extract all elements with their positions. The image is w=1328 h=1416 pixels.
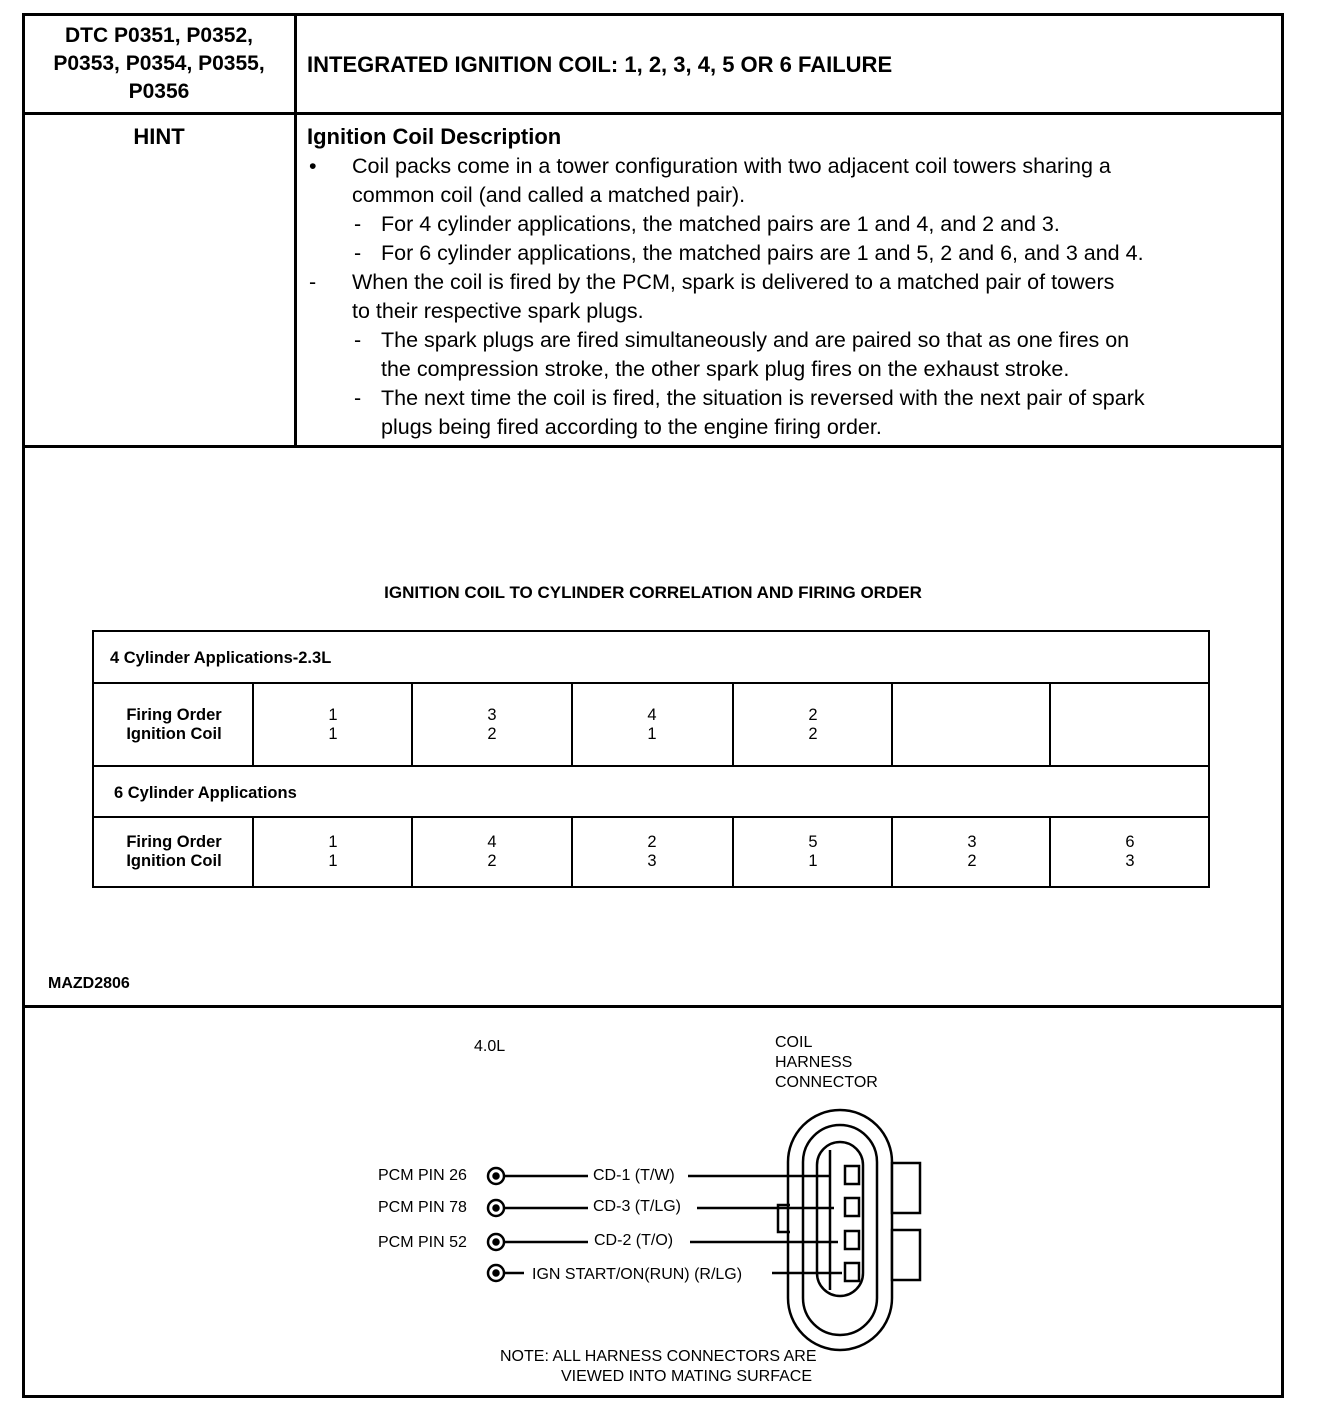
text-line: For 6 cylinder applications, the matched pairs are 1 and 5, 2 and 6, and 3 and 4. [381, 241, 1144, 265]
connector-label-line: CONNECTOR [775, 1074, 878, 1091]
table-cell [734, 833, 892, 871]
text-line: to their respective spark plugs. [352, 299, 644, 323]
text-line: the compression stroke, the other spark plug fires on the exhaust stroke. [381, 357, 1070, 381]
dtc-line: P0353, P0354, P0355, [53, 52, 265, 75]
dash-marker: - [354, 212, 362, 236]
dash-marker: - [354, 328, 362, 352]
table-cell [413, 706, 571, 744]
table-rule [92, 765, 1210, 767]
row-label: Firing Order [126, 833, 222, 851]
engine-label: 4.0L [474, 1038, 506, 1055]
coil-value: 2 [487, 852, 497, 870]
harness-note [500, 1347, 817, 1387]
circuit-label: CD-2 (T/O) [594, 1232, 674, 1249]
coil-value: 2 [808, 725, 818, 743]
connector-label-line: COIL [775, 1034, 813, 1051]
connector-label-line: HARNESS [775, 1054, 853, 1071]
firing-value: 1 [328, 833, 338, 851]
table-cell [573, 706, 731, 744]
circuit-label: CD-3 (T/LG) [593, 1198, 681, 1215]
table-cell [893, 833, 1051, 871]
coil-value: 1 [808, 852, 818, 870]
firing-value: 4 [487, 833, 497, 851]
dtc-codes [25, 22, 293, 106]
dtc-line: DTC P0351, P0352, [65, 24, 253, 47]
text-line: plugs being fired according to the engine firing order. [381, 415, 882, 439]
coil-value: 1 [328, 852, 338, 870]
bullet-marker: • [309, 154, 317, 178]
pcm-pin-label: PCM PIN 26 [378, 1167, 467, 1184]
circuit-label: CD-1 (T/W) [593, 1167, 675, 1184]
row-label-block [94, 706, 254, 744]
four-cyl-label: 4 Cylinder Applications-2.3L [110, 649, 332, 667]
firing-value: 6 [1125, 833, 1135, 851]
hint-rule [22, 445, 1284, 448]
note-line: VIEWED INTO MATING SURFACE [561, 1368, 812, 1385]
firing-value: 1 [328, 706, 338, 724]
coil-value: 1 [328, 725, 338, 743]
six-cyl-label: 6 Cylinder Applications [114, 784, 297, 802]
figure-id: MAZD2806 [48, 975, 130, 992]
row-label: Ignition Coil [126, 852, 222, 870]
firing-value: 5 [808, 833, 818, 851]
row-label: Firing Order [126, 706, 222, 724]
text-line: For 4 cylinder applications, the matched pairs are 1 and 4, and 2 and 3. [381, 212, 1060, 236]
firing-value: 4 [647, 706, 657, 724]
firing-value: 3 [967, 833, 977, 851]
table-cell [573, 833, 731, 871]
firing-value: 3 [487, 706, 497, 724]
hint-label: HINT [133, 124, 185, 149]
text-line: The spark plugs are fired simultaneously and are paired so that as one fires on [381, 328, 1130, 352]
firing-value: 2 [647, 833, 657, 851]
text-line: common coil (and called a matched pair). [352, 183, 746, 207]
connector-label [775, 1033, 878, 1093]
table-cell [254, 706, 412, 744]
dtc-title: INTEGRATED IGNITION COIL: 1, 2, 3, 4, 5 OR 6 FAILURE [307, 52, 893, 77]
description-title: Ignition Coil Description [307, 124, 562, 149]
table-cell [413, 833, 571, 871]
firing-value: 2 [808, 706, 818, 724]
note-line: NOTE: ALL HARNESS CONNECTORS ARE [500, 1348, 817, 1365]
dash-marker: - [354, 241, 362, 265]
circuit-label: IGN START/ON(RUN) (R/LG) [532, 1266, 743, 1283]
table-cell [1051, 833, 1209, 871]
text-line: Coil packs come in a tower configuration with two adjacent coil towers sharing a [352, 154, 1111, 178]
dtc-line: P0356 [128, 80, 190, 103]
coil-value: 3 [647, 852, 657, 870]
text-line: The next time the coil is fired, the situation is reversed with the next pair of spark [381, 386, 1145, 410]
table-col-rule [1049, 682, 1051, 766]
pcm-pin-label: PCM PIN 52 [378, 1234, 467, 1251]
table-cell [254, 833, 412, 871]
table-rule [92, 682, 1210, 684]
row-label: Ignition Coil [126, 725, 222, 743]
header-divider [294, 13, 297, 447]
coil-value: 1 [647, 725, 657, 743]
header-rule [22, 112, 1284, 115]
coil-value: 2 [967, 852, 977, 870]
row-label-block [94, 833, 254, 871]
table-cell [734, 706, 892, 744]
figure-title: IGNITION COIL TO CYLINDER CORRELATION AND FIRING ORDER [384, 583, 922, 602]
coil-value: 3 [1125, 852, 1135, 870]
pcm-pin-label: PCM PIN 78 [378, 1199, 467, 1216]
text-line: When the coil is fired by the PCM, spark is delivered to a matched pair of towers [352, 270, 1115, 294]
table-rule [92, 816, 1210, 818]
dash-marker: - [354, 386, 362, 410]
dash-marker: - [309, 270, 317, 294]
figure-rule [22, 1005, 1284, 1008]
coil-value: 2 [487, 725, 497, 743]
